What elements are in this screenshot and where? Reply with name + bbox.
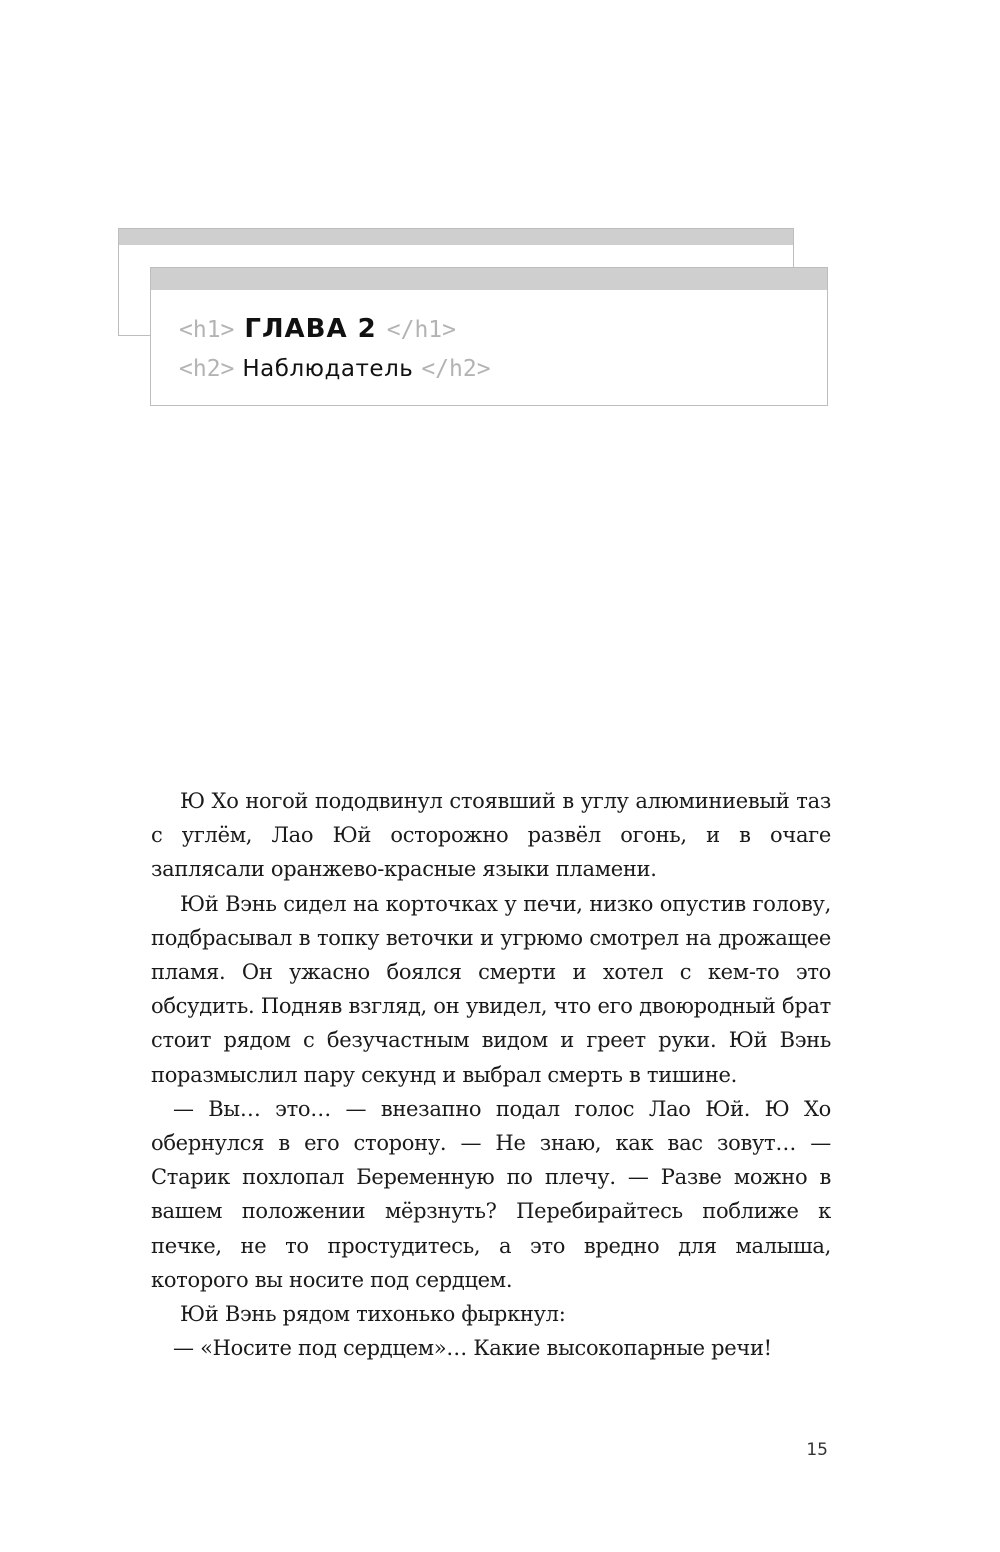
heading-frame-back-bar xyxy=(119,229,793,245)
paragraph: — «Носите под сердцем»… Какие высокопарные речи! xyxy=(173,1336,772,1361)
paragraph: Юй Вэнь сидел на корточках у печи, низко опустив голову, подбрасывал в топку веточки и угрюмо смотрел на дрожащее пламя. Он ужасно боялся смерти и хотел с кем-то это обсудить. Подняв взгляд, он увидел, что его двоюродный брат стоит рядом с безучастным видом и греет руки. Юй Вэнь поразмыслил пару секунд и выбрал смерть в тишине. xyxy=(151,891,831,1087)
paragraph: — Вы… это… — внезапно подал голос Лао Юй. Ю Хо обернулся в его сторону. — Не знаю, как вас зовут… — Старик похлопал Беременную по плечу. — Разве можно в вашем положении мёрзнуть? Перебирайтесь поближе к печке, не то простудитесь, а это вредно для малыша, которого вы носите под сердцем. xyxy=(151,1096,831,1292)
heading-frame-bar xyxy=(151,268,827,290)
h1-close-tag: </h1> xyxy=(386,317,457,343)
paragraph: Ю Хо ногой пододвинул стоявший в углу алюминиевый таз с углём, Лао Юй осторожно развёл огонь, и в очаге заплясали оранжево-красные языки пламени. xyxy=(151,789,831,882)
h2-close-tag: </h2> xyxy=(421,356,491,382)
chapter-subtitle: Наблюдатель xyxy=(242,356,414,382)
h2-open-tag: <h2> xyxy=(179,356,235,382)
page-number: 15 xyxy=(806,1440,828,1460)
paragraph: Юй Вэнь рядом тихонько фыркнул: xyxy=(180,1302,566,1327)
chapter-subheading-line xyxy=(179,354,491,384)
heading-frame xyxy=(150,267,828,406)
chapter-heading-line xyxy=(179,314,456,345)
body-text xyxy=(151,784,831,1365)
h1-open-tag: <h1> xyxy=(179,317,235,343)
chapter-title: ГЛАВА 2 xyxy=(244,314,377,344)
